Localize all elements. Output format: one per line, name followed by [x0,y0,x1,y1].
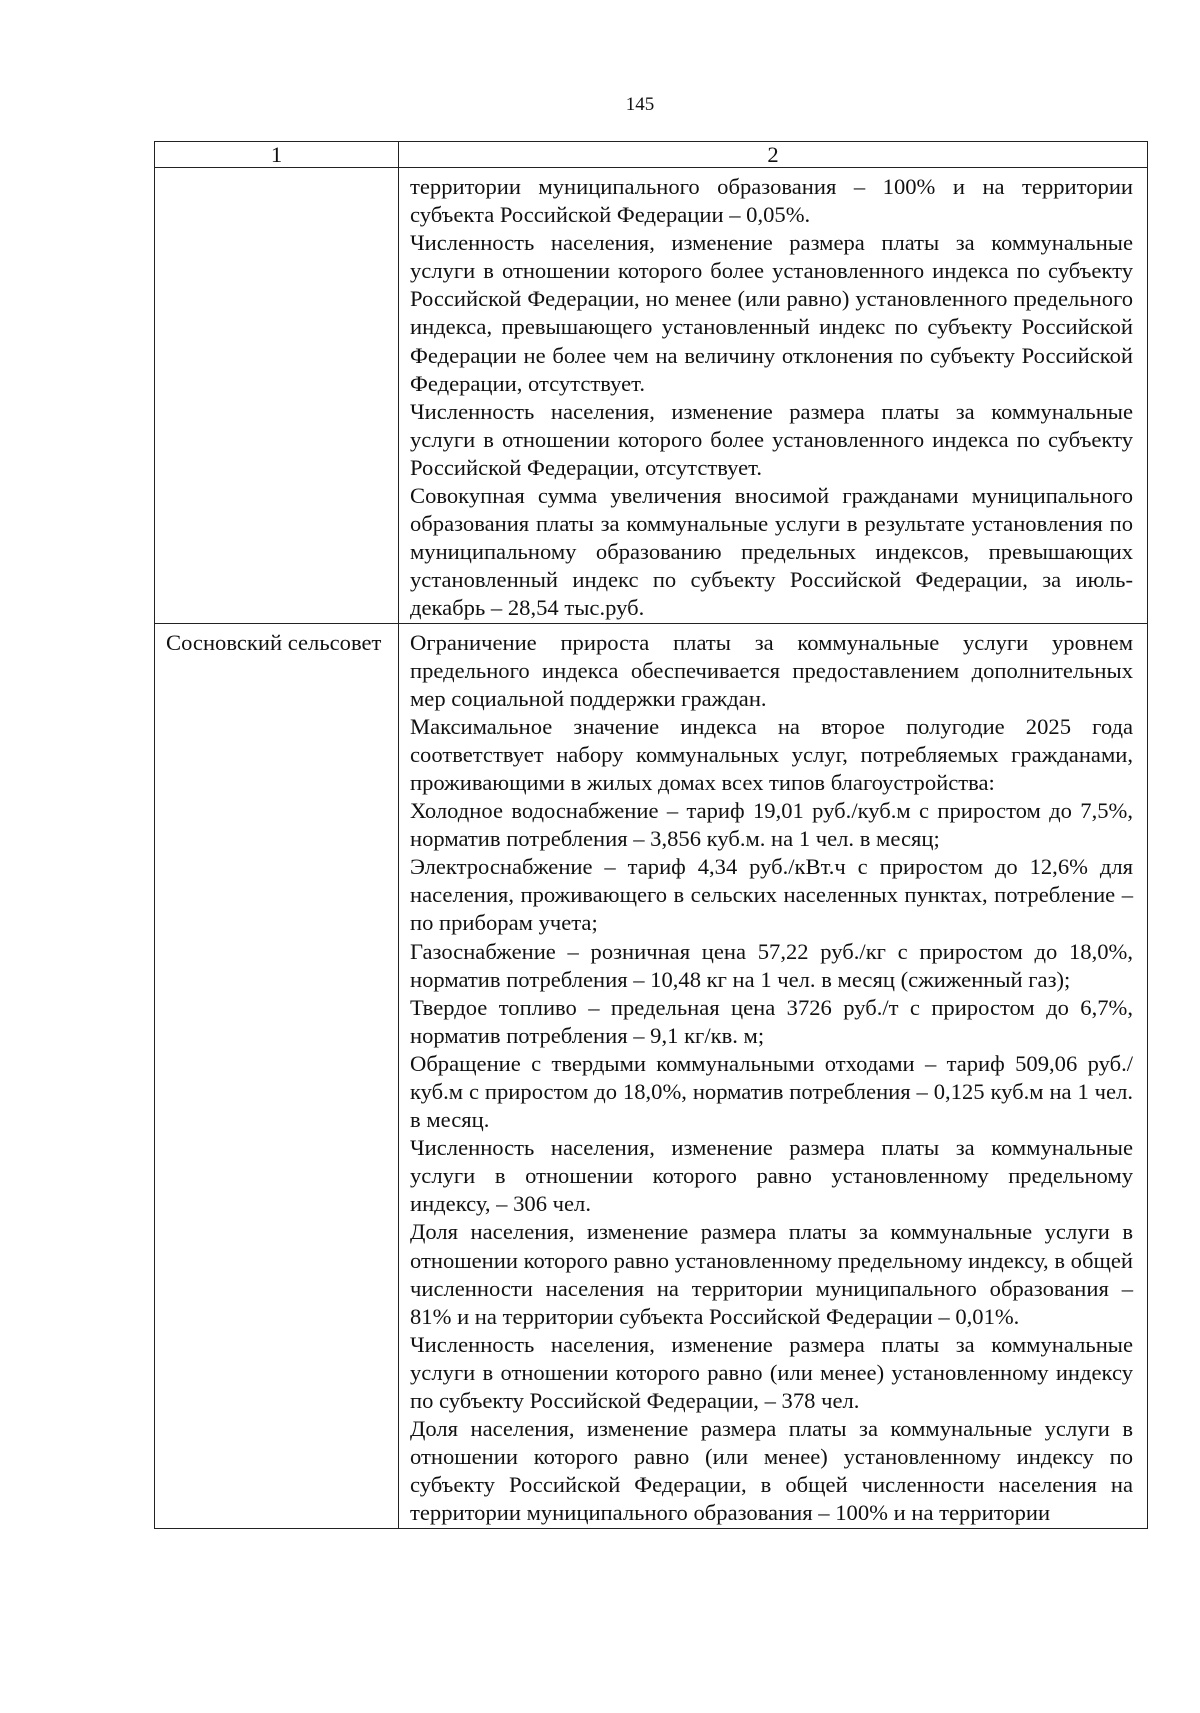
description-cell [399,168,1148,624]
municipality-name-cell: Сосновский сельсовет [155,623,399,1528]
paragraph: Доля населения, изменение размера платы за коммунальные услуги в отношении которого равно установленному предельному индексу, в общей численности населения на территории муниципального образования – 81% и на территории субъекта Российской Федерации – 0,01%. [410,1219,1133,1329]
municipality-name-cell [155,168,399,624]
paragraph: Обращение с твердыми коммунальными отходами – тариф 509,06 руб./куб.м с приростом до 18,0%, норматив потребления – 0,125 куб.м на 1 чел. в месяц. [410,1050,1133,1133]
page-number: 145 [625,94,655,115]
paragraph: Максимальное значение индекса на второе полугодие 2025 года соответствует набору коммунальных услуг, потребляемых гражданами, проживающими в жилых домах всех типов благоустройства: [410,713,1133,795]
paragraph: Численность населения, изменение размера платы за коммунальные услуги в отношении которого более установленного индекса по субъекту Российской Федерации, отсутствует. [410,398,1133,480]
paragraph: Совокупная сумма увеличения вносимой гражданами муниципального образования платы за коммунальные услуги в результате установления по муниципальному образованию предельных индексов, превышающих установленный индекс по субъекту Российской Федерации, за июль-декабрь – 28,54 тыс.руб. [410,483,1133,621]
description-cell [399,623,1148,1528]
paragraph: территории муниципального образования – 100% и на территории субъекта Российской Федерации – 0,05%. [410,174,1133,228]
paragraph: Численность населения, изменение размера платы за коммунальные услуги в отношении которого равно установленному предельному индексу, – 306 чел. [410,1135,1133,1217]
table-row [155,168,1148,624]
paragraph: Доля населения, изменение размера платы за коммунальные услуги в отношении которого равно (или менее) установленному индексу по субъекту Российской Федерации, в общей численности населения на территории муниципального образования – 100% и на территории [410,1416,1133,1526]
paragraph: Газоснабжение – розничная цена 57,22 руб./кг с приростом до 18,0%, норматив потребления – 10,48 кг на 1 чел. в месяц (сжиженный газ); [410,938,1133,992]
column-header-1: 1 [155,142,399,168]
column-header-2: 2 [399,142,1148,168]
paragraph: Ограничение прироста платы за коммунальные услуги уровнем предельного индекса обеспечивается предоставлением дополнительных мер социальной поддержки граждан. [410,629,1133,711]
table-row [155,623,1148,1528]
paragraph: Электроснабжение – тариф 4,34 руб./кВт.ч с приростом до 12,6% для населения, проживающего в сельских населенных пунктах, потребление – по приборам учета; [410,854,1133,936]
paragraph: Численность населения, изменение размера платы за коммунальные услуги в отношении которого равно (или менее) установленному индексу по субъекту Российской Федерации, – 378 чел. [410,1331,1133,1414]
table-header-row [155,142,1148,168]
paragraph: Холодное водоснабжение – тариф 19,01 руб./куб.м с приростом до 7,5%, норматив потребления – 3,856 куб.м. на 1 чел. в месяц; [410,798,1133,852]
data-table [154,141,1148,1529]
paragraph: Численность населения, изменение размера платы за коммунальные услуги в отношении которого более установленного индекса по субъекту Российской Федерации, но менее (или равно) установленного предельного индекса, превышающего установленный индекс по субъекту Российской Федерации не более чем на величину отклонения по субъекту Российской Федерации, отсутствует. [410,230,1133,396]
paragraph: Твердое топливо – предельная цена 3726 руб./т с приростом до 6,7%, норматив потребления – 9,1 кг/кв. м; [410,994,1133,1048]
